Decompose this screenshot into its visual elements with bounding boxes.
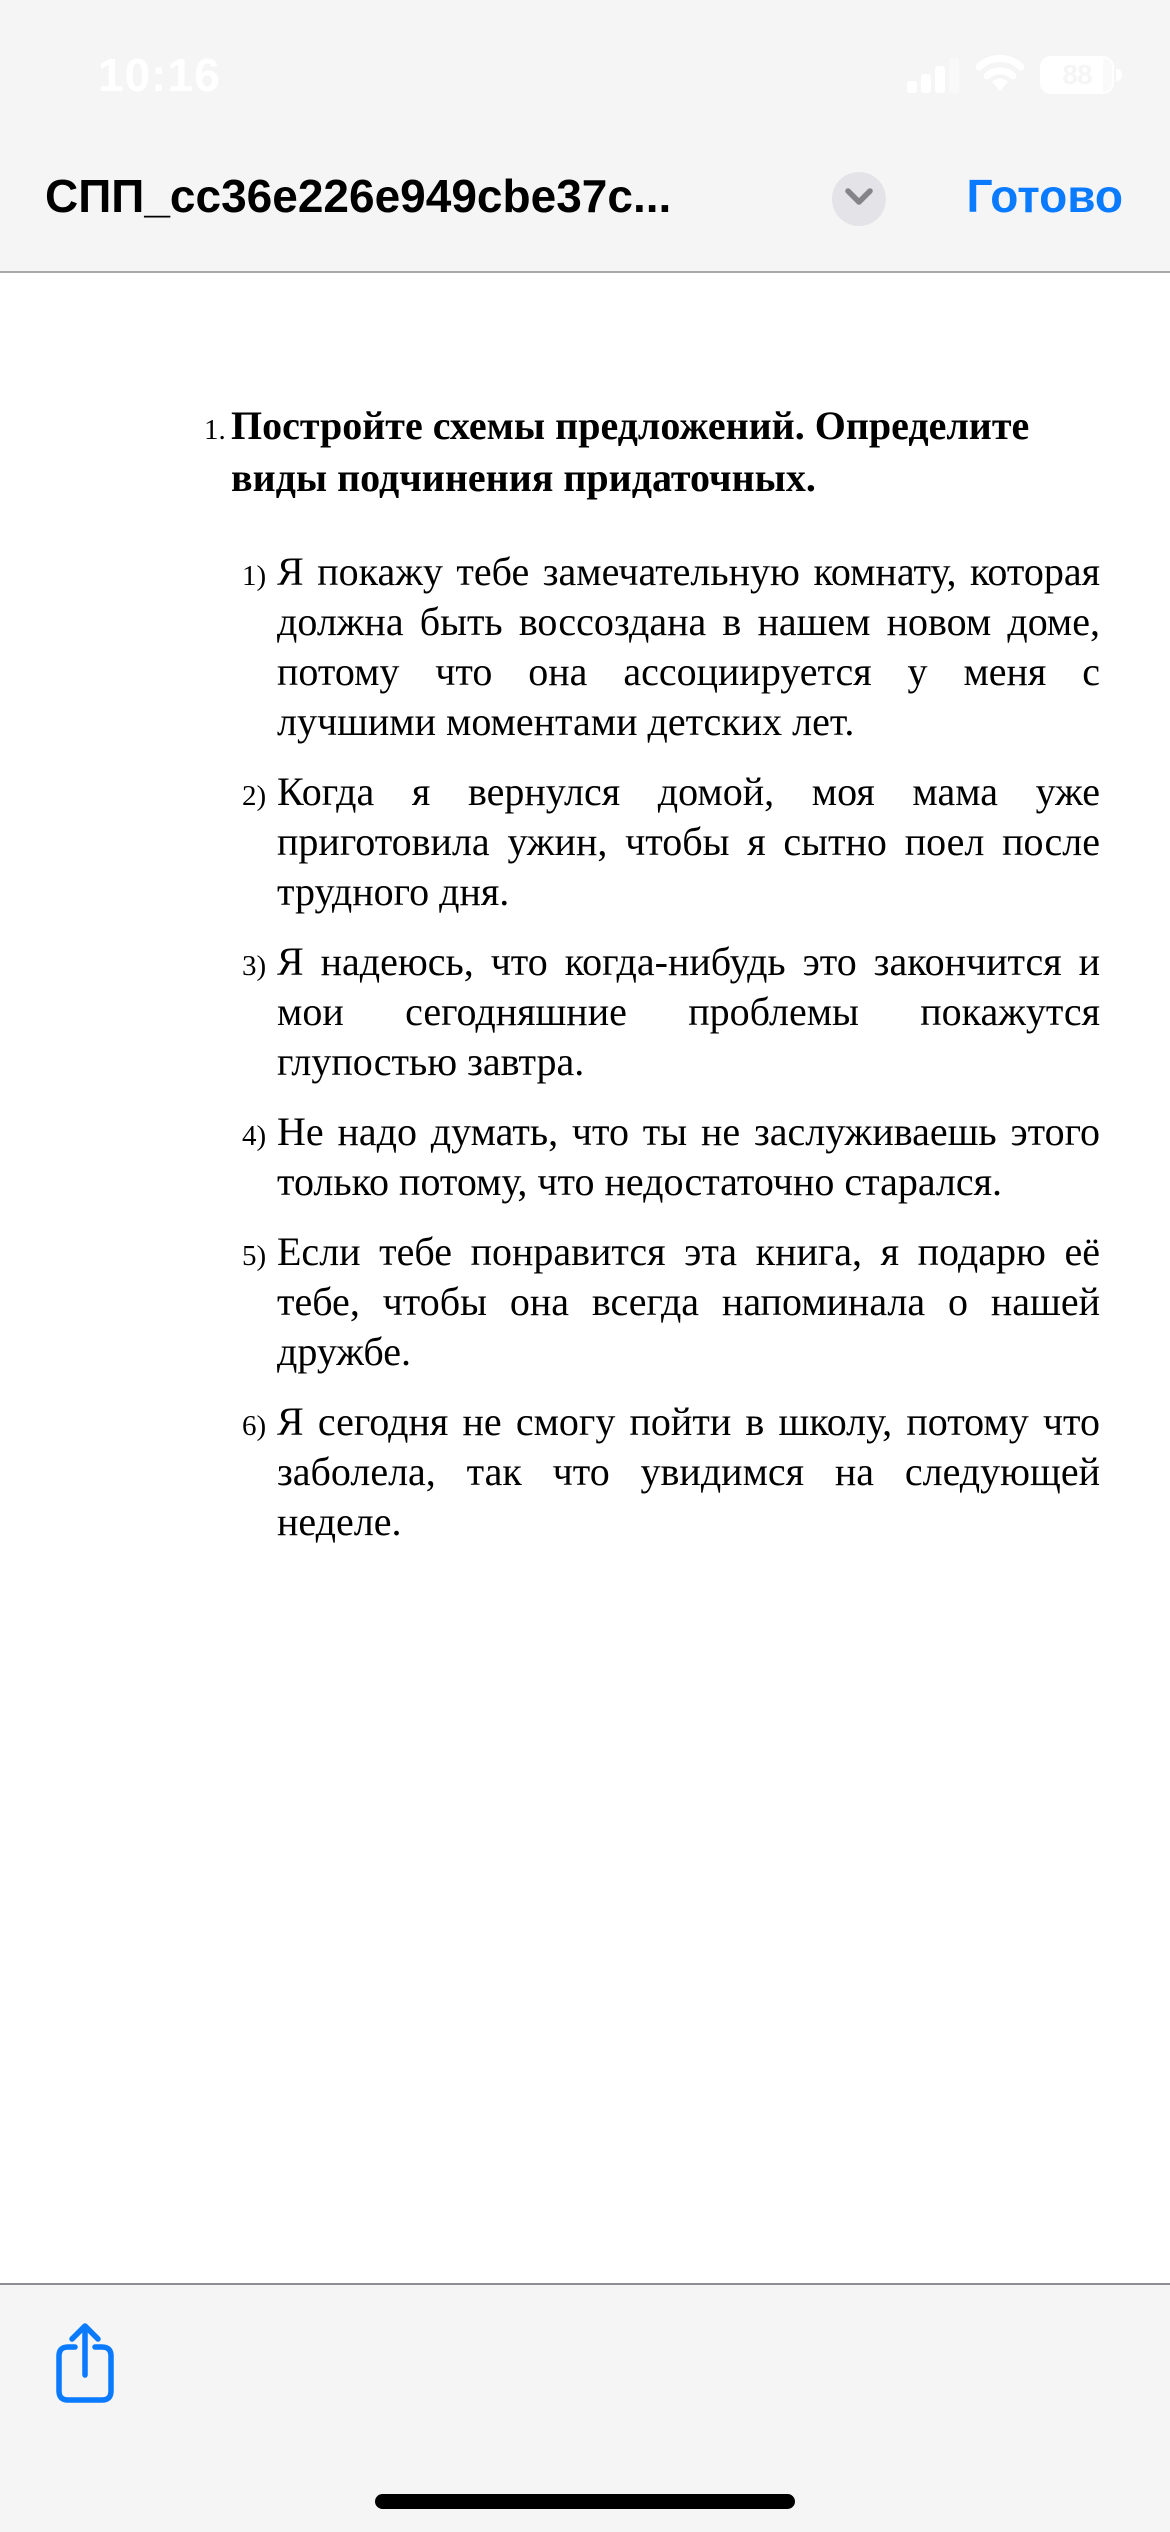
item-text: Когда я вернулся домой, моя мама уже приготовила ужин, чтобы я сытно поел после трудного дня. [277,769,1100,914]
status-bar [0,0,1170,127]
wifi-icon [975,55,1025,98]
share-icon [52,2395,118,2410]
item-number: 4) [242,1120,267,1152]
share-button[interactable] [52,2321,118,2407]
battery-percent: 88 [1062,59,1092,90]
document-title: СПП_cc36e226e949cbe37c... [45,170,672,222]
item-number: 3) [242,950,267,982]
heading-number: 1. [204,414,226,446]
list-item [242,547,1170,747]
item-text: Я сегодня не смогу пойти в школу, потому что заболела, так что увидимся на следующей неделе. [277,1399,1100,1544]
list-item [242,1397,1170,1547]
heading-text: Постройте схемы предложений. Определите виды подчинения придаточных. [231,403,1030,500]
item-text: Если тебе понравится эта книга, я подарю её тебе, чтобы она всегда напоминала о нашей дружбе. [277,1229,1100,1374]
item-text: Не надо думать, что ты не заслуживаешь этого только потому, что недостаточно старался. [277,1109,1100,1204]
list-item [242,767,1170,917]
item-number: 5) [242,1240,267,1272]
done-button[interactable]: Готово [966,170,1123,222]
battery-icon [1040,56,1124,94]
exercise-heading [204,400,1170,504]
title-menu-button[interactable] [832,172,886,226]
list-item [242,1107,1170,1207]
clock: 10:16 [98,49,221,101]
document-preview[interactable] [0,275,1170,2283]
nav-bar [0,127,1170,273]
item-number: 2) [242,780,267,812]
home-indicator[interactable] [375,2494,795,2509]
signal-strength-icon [907,57,963,93]
chevron-down-icon [845,188,873,211]
exercise-list [242,547,1170,1547]
item-number: 1) [242,560,267,592]
list-item [242,1227,1170,1377]
list-item [242,937,1170,1087]
item-text: Я надеюсь, что когда-нибудь это закончится и мои сегодняшние проблемы покажутся глупостью завтра. [277,939,1100,1084]
item-text: Я покажу тебе замечательную комнату, которая должна быть воссоздана в нашем новом доме, потому что она ассоциируется у меня с лучшими моментами детских лет. [277,549,1100,744]
item-number: 6) [242,1410,267,1442]
